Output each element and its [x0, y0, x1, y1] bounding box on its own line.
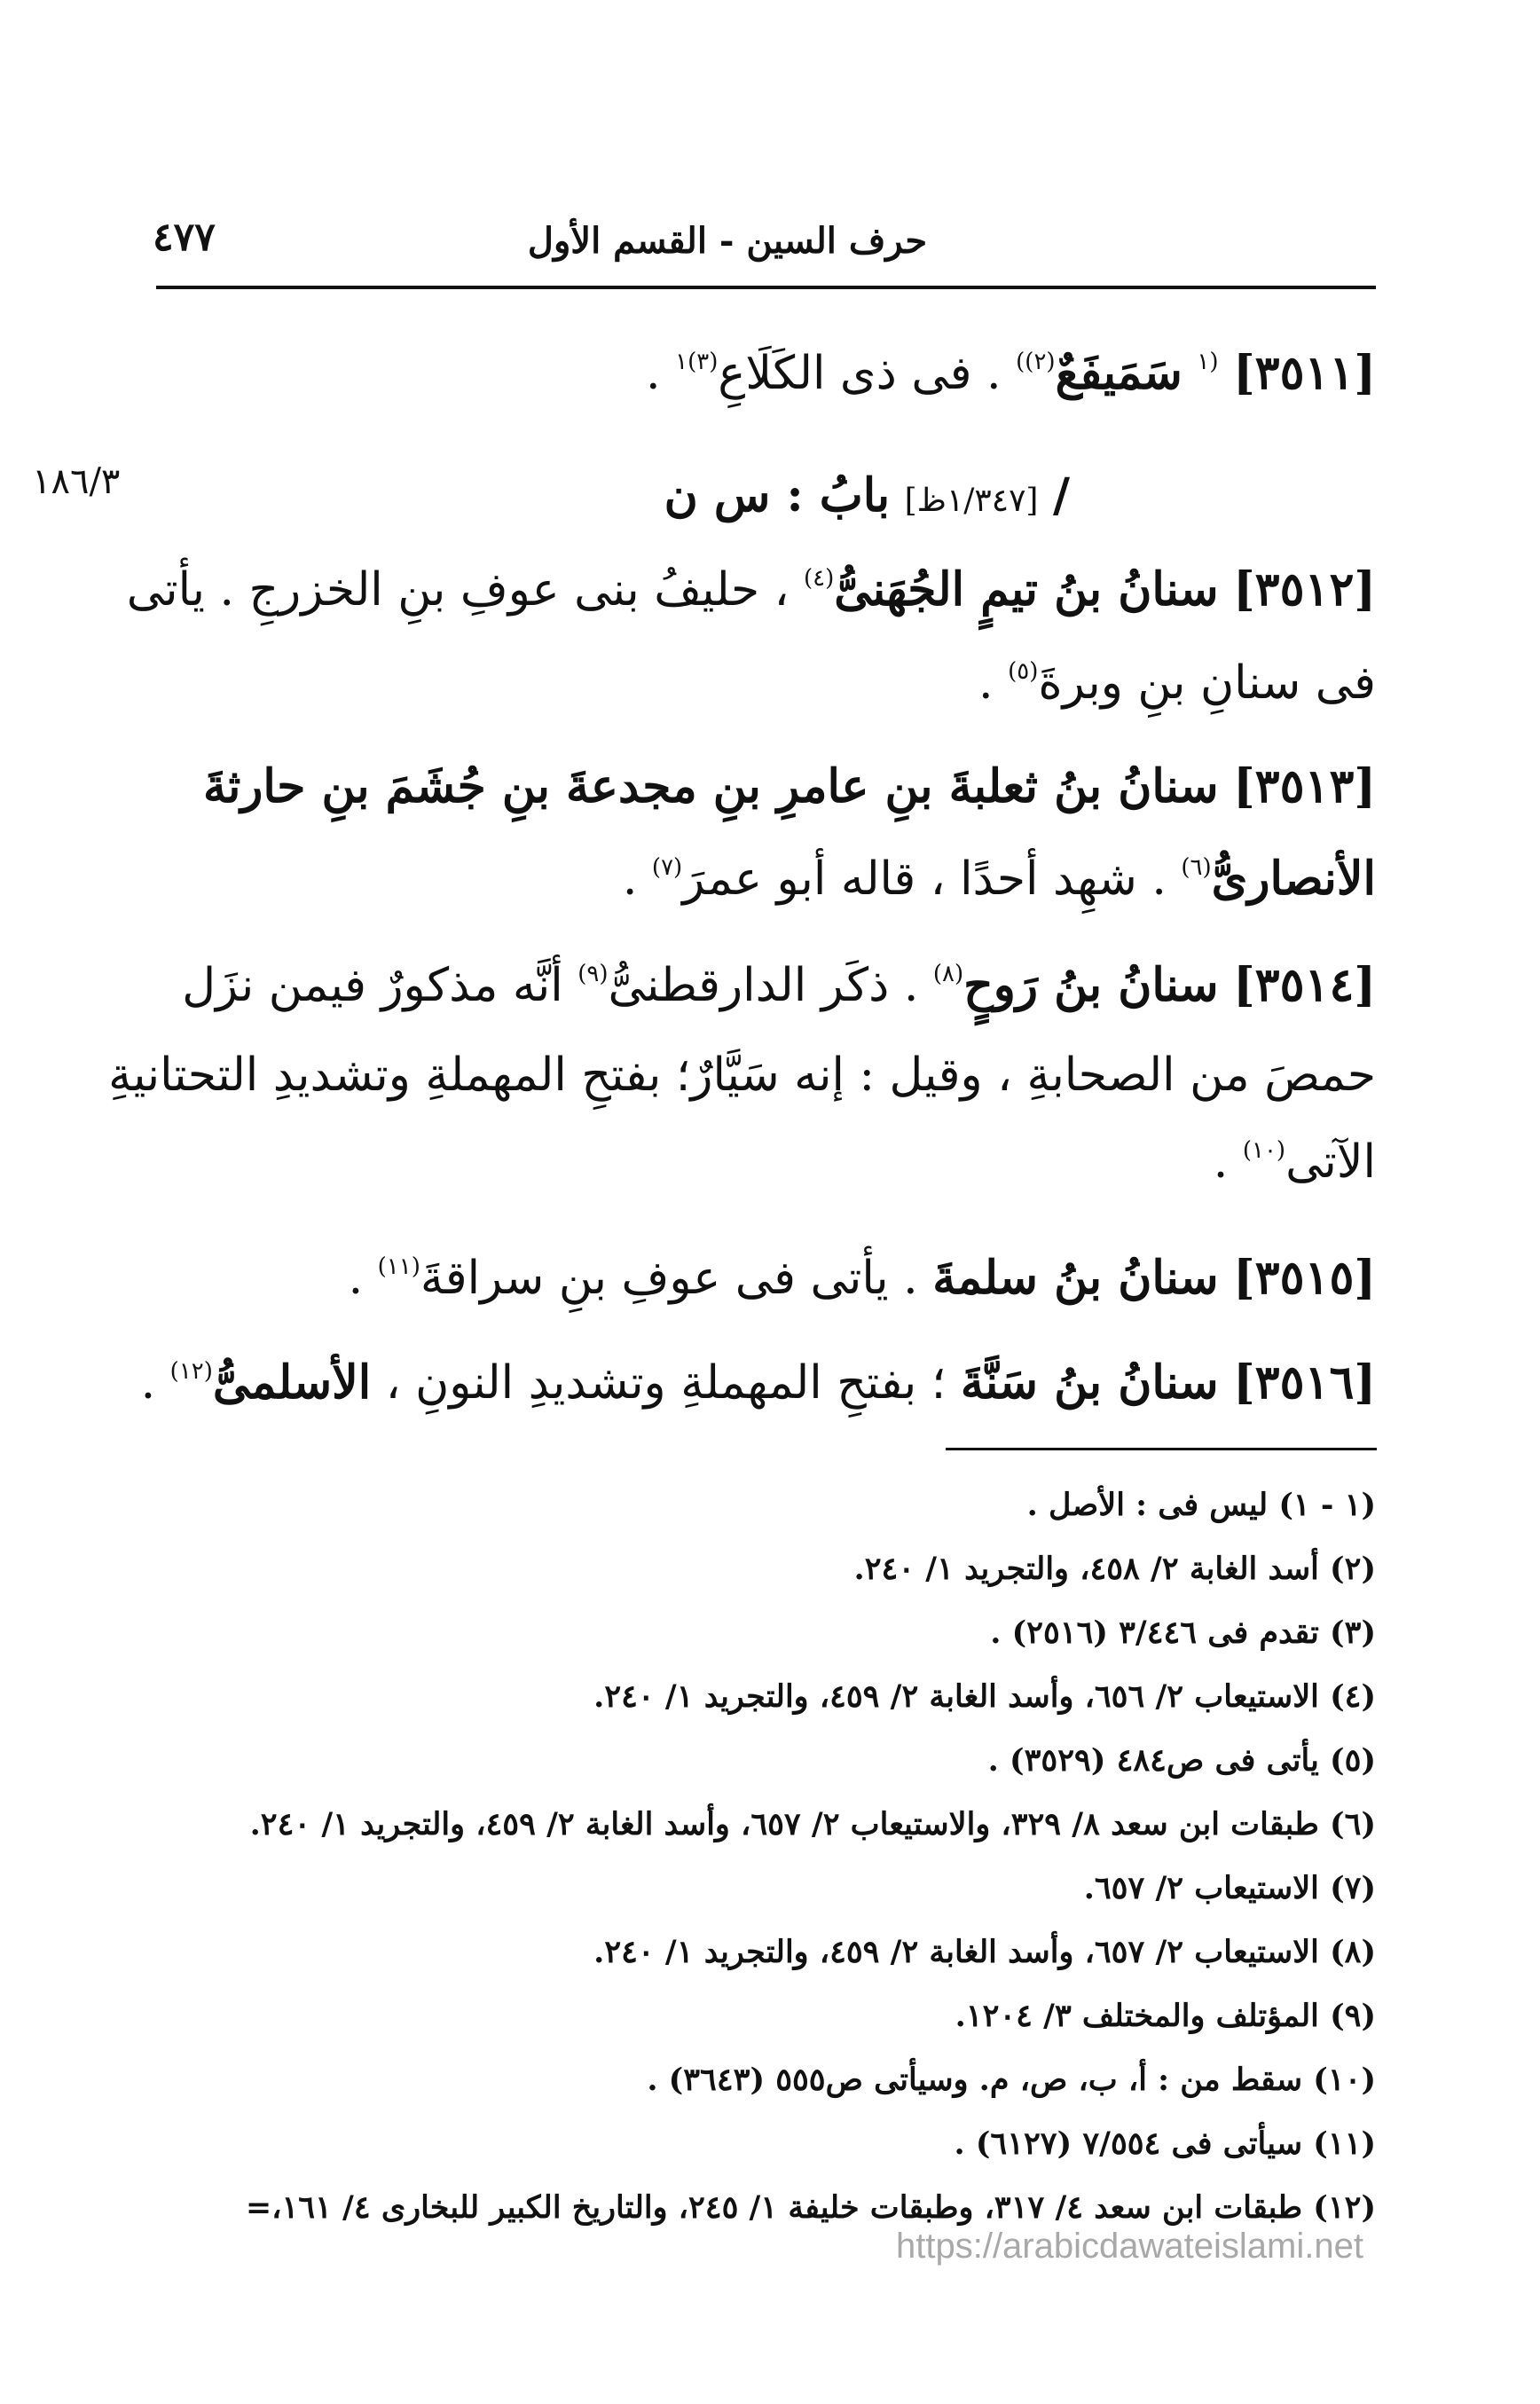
entry-3512-line2	[151, 658, 1376, 709]
entry-number: [٣٥١٢]	[1233, 562, 1376, 617]
footnote-ref: (٩)	[578, 961, 609, 987]
entry-number: [٣٥١٦]	[1233, 1355, 1376, 1410]
entry-3513-line2	[151, 853, 1376, 905]
entry-text: . يأتى فى عوفِ بنِ سراقةَ	[420, 1252, 918, 1305]
heading-slash: /	[1053, 468, 1070, 522]
entry-3514-line3	[151, 1137, 1376, 1188]
footnote-ref: (٧)	[651, 854, 683, 881]
footnote-ref: (٣)١	[675, 349, 719, 375]
footnote: (٤) الاستيعاب ٢/ ٦٥٦، وأسد الغابة ٢/ ٤٥٩، والتجريد ١/ ٢٤٠.	[593, 1678, 1376, 1715]
footnote: (٥) يأتى فى ص٤٨٤ (٣٥٢٩) .	[987, 1742, 1376, 1779]
entry-3514-line2	[108, 1049, 1376, 1102]
footnote-ref: (١	[1197, 349, 1219, 375]
footnote-ref: (٨)	[932, 961, 964, 987]
footnote-ref: )	[1016, 349, 1025, 375]
footnote-rule	[946, 1448, 1377, 1450]
footnote: (٣) تقدم فى ٣/٤٤٦ (٢٥١٦) .	[990, 1614, 1376, 1651]
entry-name: سنانُ بنُ رَوحٍ	[963, 958, 1219, 1012]
entry-text: الآتى	[1285, 1135, 1376, 1189]
entry-text: . ذكَر الدارقطنىُّ	[608, 959, 919, 1012]
entry-name: سَمَيفَعٌ	[1055, 346, 1182, 400]
entry-3513-line1	[151, 761, 1376, 813]
entry-text: حمصَ من الصحابةِ ، وقيل : إنه سَيَّارٌ؛ بفتحِ المهملةِ وتشديدِ التحتانيةِ	[108, 1049, 1376, 1102]
entry-number: [٣٥١٥]	[1233, 1251, 1376, 1305]
footnote: (١٠) سقط من : أ، ب، ص، م. وسيأتى ص٥٥٥ (٣٦٤٣) .	[647, 2062, 1376, 2098]
header-rule	[156, 286, 1376, 289]
entry-text: . فى ذى الكَلَاعِ	[718, 347, 1002, 400]
entry-text: . شهِد أحدًا ، قاله أبو عمرَ	[682, 852, 1167, 906]
entry-end: .	[646, 347, 661, 400]
footnote: (١ - ١) ليس فى : الأصل .	[1026, 1487, 1376, 1523]
footnote-ref: (٦)	[1181, 854, 1212, 881]
entry-end: .	[348, 1252, 364, 1305]
margin-reference: ١٨٦/٣	[32, 461, 121, 502]
entry-3515	[151, 1253, 1376, 1304]
entry-3516	[140, 1355, 1376, 1410]
entry-number: [٣٥١٤]	[1233, 958, 1376, 1012]
footnote: (٨) الاستيعاب ٢/ ٦٥٧، وأسد الغابة ٢/ ٤٥٩، والتجريد ١/ ٢٤٠.	[593, 1934, 1376, 1970]
entry-name: الأسلمىُّ	[212, 1355, 372, 1410]
footnote: (٦) طبقات ابن سعد ٨/ ٣٢٩، والاستيعاب ٢/ ٦٥٧، وأسد الغابة ٢/ ٤٥٩، والتجريد ١/ ٢٤٠.	[249, 1806, 1376, 1842]
entry-end: .	[140, 1356, 156, 1410]
footnote-ref: (٤)	[803, 565, 835, 592]
chapter-heading	[151, 470, 1070, 522]
footnote-ref: (١٢)	[169, 1358, 213, 1385]
entry-name: سنانُ بنُ سلمةَ	[932, 1251, 1219, 1305]
footnote: (٢) أسد الغابة ٢/ ٤٥٨، والتجريد ١/ ٢٤٠.	[853, 1551, 1376, 1587]
manuscript-ref: [١/٣٤٧ظ]	[904, 483, 1039, 519]
entry-3512-line1	[126, 562, 1376, 617]
entry-name: سنانُ بنُ تيمٍ الجُهَنىُّ	[834, 562, 1219, 617]
entry-number: [٣٥١١]	[1233, 346, 1376, 400]
entry-text: ، حليفُ بنى عوفِ بنِ الخزرجِ . يأتى	[126, 563, 790, 617]
entry-end: .	[978, 656, 994, 710]
footnote-ref: (٢)	[1025, 349, 1056, 375]
footnote-ref: (٥)	[1008, 658, 1039, 685]
chapter-title: بابُ : س ن	[664, 468, 891, 522]
watermark-url: https://arabicdawateislami.net	[896, 2227, 1363, 2266]
entry-name: سنانُ بنُ ثعلبةَ بنِ عامرِ بنِ مجدعةَ بنِ جُشَمَ بنِ حارثةَ	[202, 759, 1219, 813]
footnote: (١١) سيأتى فى ٧/٥٥٤ (٦١٢٧) .	[954, 2125, 1376, 2162]
running-title: حرف السين - القسم الأول	[527, 220, 928, 262]
entry-text: فى سنانِ بنِ وبرةَ	[1038, 656, 1376, 710]
footnote: (٧) الاستيعاب ٢/ ٦٥٧.	[1083, 1870, 1376, 1906]
footnote-ref: (١٠)	[1242, 1137, 1286, 1164]
entry-name: الأنصارىُّ	[1211, 852, 1376, 906]
entry-3514-line1	[151, 960, 1376, 1011]
entry-end: .	[1213, 1135, 1229, 1189]
page-number: ٤٧٧	[153, 215, 216, 260]
footnote: (١٢) طبقات ابن سعد ٤/ ٣١٧، وطبقات خليفة ١/ ٢٤٥، والتاريخ الكبير للبخارى ٤/ ١٦١،=	[245, 2189, 1376, 2226]
footnote-ref: (١١)	[377, 1253, 420, 1280]
entry-3511	[151, 348, 1376, 399]
entry-name: سنانُ بنُ سَنَّةَ	[960, 1355, 1219, 1410]
footnote: (٩) المؤتلف والمختلف ٣/ ١٢٠٤.	[955, 1998, 1376, 2034]
entry-text: ؛ بفتحِ المهملةِ وتشديدِ النونِ ،	[385, 1356, 947, 1410]
entry-number: [٣٥١٣]	[1233, 759, 1376, 813]
entry-end: .	[622, 852, 638, 906]
entry-text: أنَّه مذكورٌ فيمن نزَل	[182, 959, 563, 1012]
